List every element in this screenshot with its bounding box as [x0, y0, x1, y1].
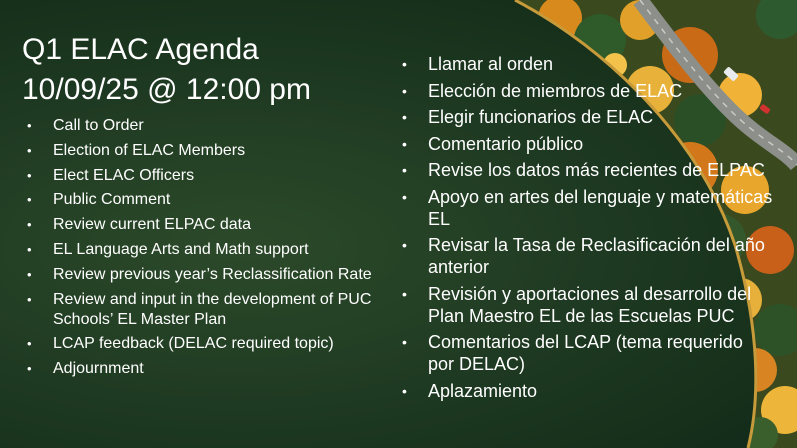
agenda-item-en: • Call to Order — [53, 116, 413, 136]
agenda-item-en: • Adjournment — [53, 359, 413, 379]
slide-title — [22, 30, 311, 110]
agenda-item-en: • Review and input in the development of PUC Schools’ EL Master Plan — [53, 290, 413, 330]
agenda-item-en: • LCAP feedback (DELAC required topic) — [53, 334, 413, 354]
agenda-item-es: • Comentarios del LCAP (tema requerido por DELAC) — [428, 331, 773, 375]
agenda-item-en: • Elect ELAC Officers — [53, 166, 413, 186]
agenda-item-es: • Revisión y aportaciones al desarrollo del Plan Maestro EL de las Escuelas PUC — [428, 283, 773, 327]
title-line-1: Q1 ELAC Agenda — [22, 33, 259, 66]
agenda-item-es: • Llamar al orden — [428, 53, 773, 75]
agenda-item-es: • Comentario público — [428, 133, 773, 155]
agenda-item-es: • Revise los datos más recientes de ELPAC — [428, 159, 773, 181]
agenda-item-es: • Elegir funcionarios de ELAC — [428, 106, 773, 128]
agenda-list-english — [53, 116, 413, 384]
agenda-item-en: • Election of ELAC Members — [53, 141, 413, 161]
agenda-item-en: • EL Language Arts and Math support — [53, 240, 413, 260]
agenda-item-es: • Elección de miembros de ELAC — [428, 80, 773, 102]
agenda-item-es: • Aplazamiento — [428, 380, 773, 402]
agenda-item-es: • Revisar la Tasa de Reclasificación del año anterior — [428, 234, 773, 278]
agenda-item-en: • Public Comment — [53, 190, 413, 210]
title-line-2: 10/09/25 @ 12:00 pm — [22, 73, 311, 106]
agenda-list-spanish — [428, 53, 773, 406]
agenda-item-es: • Apoyo en artes del lenguaje y matemáticas EL — [428, 186, 773, 230]
agenda-item-en: • Review previous year’s Reclassification Rate — [53, 265, 413, 285]
agenda-item-en: • Review current ELPAC data — [53, 215, 413, 235]
